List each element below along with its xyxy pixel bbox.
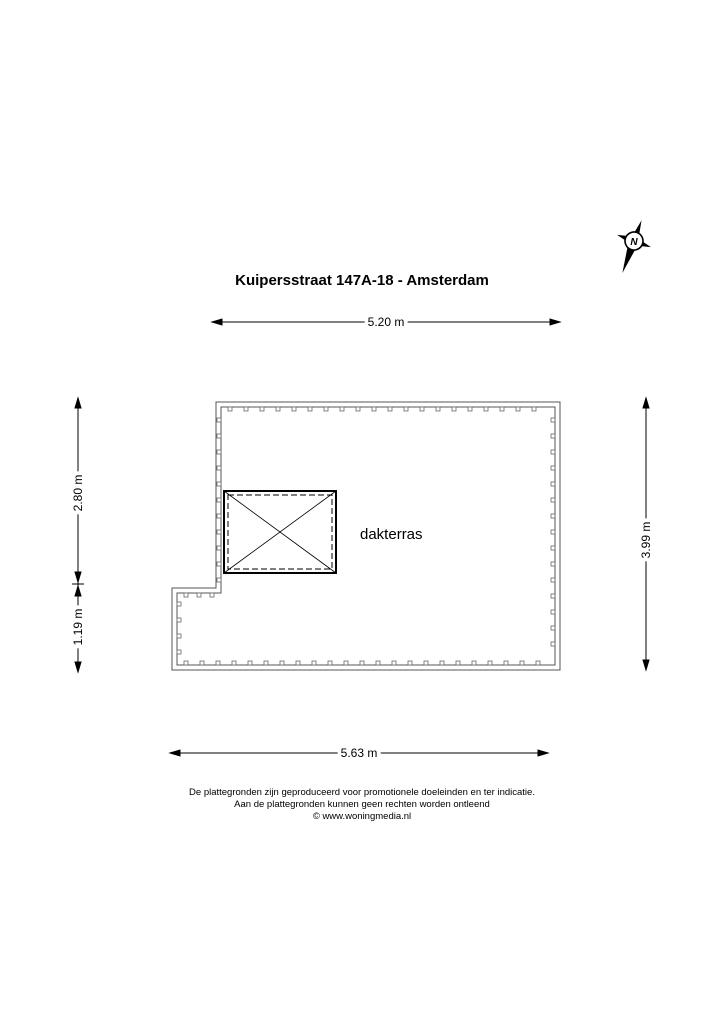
railing-post bbox=[520, 661, 524, 665]
railing-post bbox=[200, 661, 204, 665]
railing-post bbox=[217, 514, 221, 518]
dimension-top-width: 5.20 m bbox=[365, 315, 408, 329]
railing-post bbox=[217, 498, 221, 502]
railing-post bbox=[248, 661, 252, 665]
railing-post bbox=[296, 661, 300, 665]
railing-post bbox=[551, 626, 555, 630]
disclaimer-copyright: © www.woningmedia.nl bbox=[312, 811, 412, 822]
railing-post bbox=[551, 434, 555, 438]
railing-post bbox=[328, 661, 332, 665]
railing-post bbox=[292, 407, 296, 411]
railing-post bbox=[217, 546, 221, 550]
railing-post bbox=[217, 578, 221, 582]
railing-post bbox=[456, 661, 460, 665]
railing-post bbox=[217, 562, 221, 566]
railing-post bbox=[217, 482, 221, 486]
railing-post bbox=[440, 661, 444, 665]
railing-post bbox=[184, 661, 188, 665]
railing-post bbox=[551, 610, 555, 614]
railing-post bbox=[217, 530, 221, 534]
railing-post bbox=[308, 407, 312, 411]
dimension-bottom-width: 5.63 m bbox=[338, 746, 381, 760]
railing-post bbox=[551, 642, 555, 646]
railing-post bbox=[551, 546, 555, 550]
railing-post bbox=[372, 407, 376, 411]
railing-post bbox=[468, 407, 472, 411]
railing-post bbox=[197, 593, 201, 597]
railing-post bbox=[551, 498, 555, 502]
railing-post bbox=[551, 514, 555, 518]
disclaimer-line-2: Aan de plattegronden kunnen geen rechten worden ontleend bbox=[234, 799, 490, 810]
room-label-dakterras: dakterras bbox=[360, 526, 423, 543]
railing-post bbox=[356, 407, 360, 411]
railing-post bbox=[264, 661, 268, 665]
skylight bbox=[224, 491, 336, 573]
railing-post bbox=[280, 661, 284, 665]
railing-post bbox=[484, 407, 488, 411]
compass-label: N bbox=[630, 237, 638, 248]
railing-post bbox=[340, 407, 344, 411]
railing-post bbox=[216, 661, 220, 665]
railing-post bbox=[551, 482, 555, 486]
railing-post bbox=[177, 650, 181, 654]
plan-title: Kuipersstraat 147A-18 - Amsterdam bbox=[235, 272, 489, 289]
disclaimer-line-1: De plattegronden zijn geproduceerd voor promotionele doeleinden en ter indicatie. bbox=[189, 787, 535, 798]
railing-post bbox=[452, 407, 456, 411]
railing-post bbox=[551, 418, 555, 422]
railing-post bbox=[516, 407, 520, 411]
railing-post bbox=[360, 661, 364, 665]
railing-post bbox=[260, 407, 264, 411]
railing-post bbox=[420, 407, 424, 411]
railing-post bbox=[177, 634, 181, 638]
railing-post bbox=[536, 661, 540, 665]
railing-post bbox=[472, 661, 476, 665]
railing-post bbox=[551, 530, 555, 534]
railing-post bbox=[228, 407, 232, 411]
railing-post bbox=[388, 407, 392, 411]
railing-post bbox=[217, 418, 221, 422]
dimension-left-lower-height: 1.19 m bbox=[71, 606, 85, 649]
railing-post bbox=[551, 450, 555, 454]
railing-post bbox=[217, 466, 221, 470]
railing-post bbox=[217, 434, 221, 438]
railing-post bbox=[551, 594, 555, 598]
railing-post bbox=[312, 661, 316, 665]
railing-post bbox=[551, 578, 555, 582]
railing-post bbox=[392, 661, 396, 665]
railing-post bbox=[404, 407, 408, 411]
dimension-right-height: 3.99 m bbox=[639, 519, 653, 562]
railing-post bbox=[551, 466, 555, 470]
railing-post bbox=[408, 661, 412, 665]
railing-post bbox=[210, 593, 214, 597]
railing-post bbox=[177, 602, 181, 606]
railing-post bbox=[276, 407, 280, 411]
railing-post bbox=[177, 618, 181, 622]
railing-post bbox=[532, 407, 536, 411]
railing-post bbox=[551, 562, 555, 566]
railing-post bbox=[376, 661, 380, 665]
railing-post bbox=[324, 407, 328, 411]
railing-post bbox=[488, 661, 492, 665]
railing-post bbox=[344, 661, 348, 665]
railing-post bbox=[232, 661, 236, 665]
railing-post bbox=[184, 593, 188, 597]
dimension-left-upper-height: 2.80 m bbox=[71, 472, 85, 515]
railing-post bbox=[500, 407, 504, 411]
railing-post bbox=[424, 661, 428, 665]
railing-post bbox=[217, 450, 221, 454]
railing-post bbox=[244, 407, 248, 411]
railing-post bbox=[504, 661, 508, 665]
railing-post bbox=[436, 407, 440, 411]
